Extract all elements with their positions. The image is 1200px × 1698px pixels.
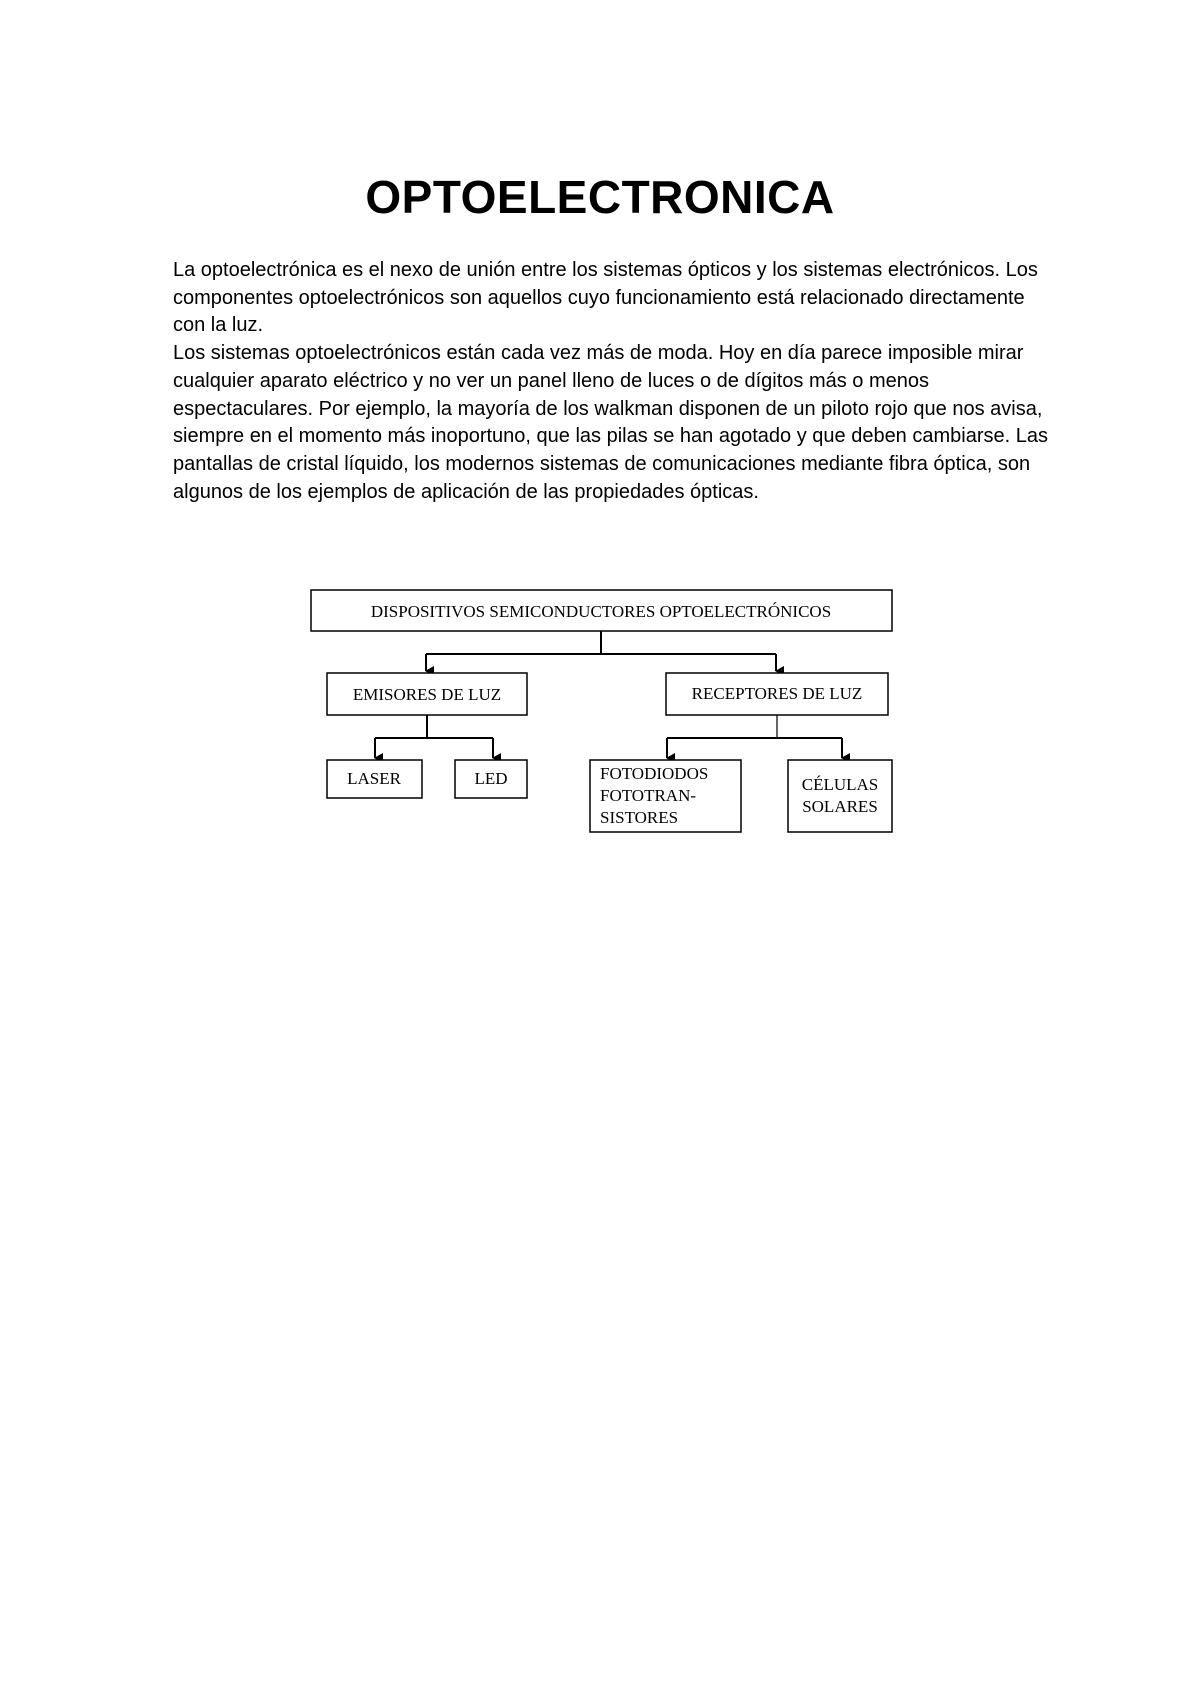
emisores-connectors <box>375 715 493 758</box>
fotodiodos-line-3: SISTORES <box>600 808 679 827</box>
celulas-line-2: SOLARES <box>802 797 878 816</box>
emisores-label: EMISORES DE LUZ <box>352 685 502 704</box>
fotodiodos-line-2: FOTOTRAN- <box>600 786 697 805</box>
root-connectors <box>426 631 776 671</box>
celulas-box <box>788 760 892 832</box>
receptores-connectors <box>667 715 842 758</box>
paragraph-examples: Los sistemas optoelectrónicos están cada vez más de moda. Hoy en día parece imposible mirar cualquier aparato eléctrico y no ver un panel lleno de luces o de dígitos más o menos espectaculares. Por ejemplo, la mayoría de los walkman disponen de un piloto rojo que nos avisa, siempre en el momento más inoportuno, que las pilas se han agotado y que deben cambiarse. Las pantallas de cristal líquido, los modernos sistemas de comunicaciones mediante fibra óptica, son algunos de los ejemplos de aplicación de las propiedades ópticas. <box>173 342 1048 503</box>
fotodiodos-line-1: FOTODIODOS <box>600 764 709 783</box>
receptores-label: RECEPTORES DE LUZ <box>691 684 863 703</box>
celulas-line-1: CÉLULAS <box>801 775 879 794</box>
root-label: DISPOSITIVOS SEMICONDUCTORES OPTOELECTRÓNICOS <box>370 602 832 621</box>
led-label: LED <box>474 769 508 788</box>
document-title: OPTOELECTRONICA <box>365 171 835 223</box>
paragraph-intro: La optoelectrónica es el nexo de unión entre los sistemas ópticos y los sistemas electrónicos. Los componentes optoelectrónicos son aquellos cuyo funcionamiento está relacionado directamente con la luz. <box>173 259 1038 337</box>
laser-label: LASER <box>347 769 401 788</box>
